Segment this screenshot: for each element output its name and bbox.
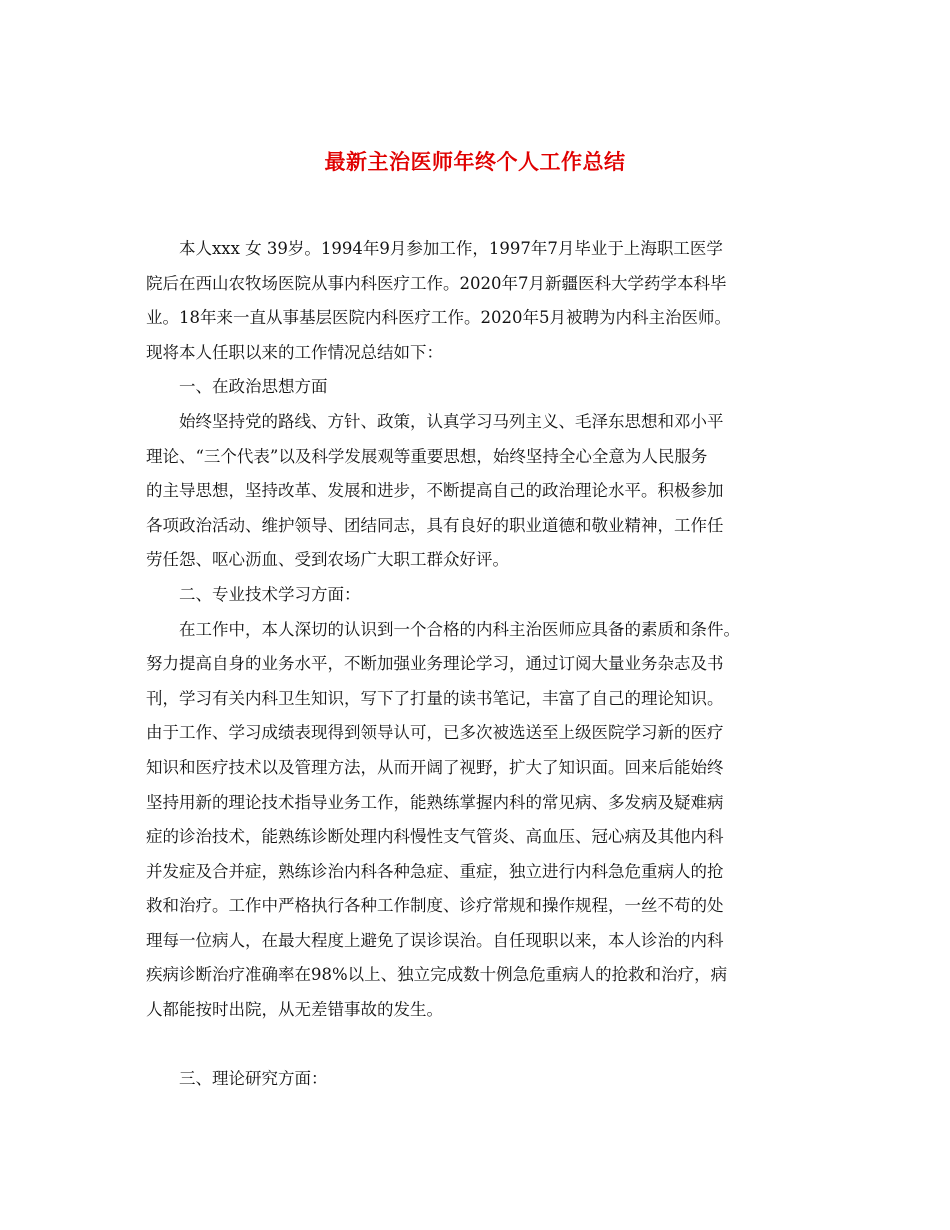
text-line: 劳任怨、呕心沥血、受到农场广大职工群众好评。 (146, 550, 509, 570)
text-line: 的主导思想，坚持改革、发展和进步，不断提高自己的政治理论水平。积极参加 (146, 481, 724, 501)
text-line: 三、理论研究方面： (179, 1069, 328, 1089)
text-line: 业。18年来一直从事基层医院内科医疗工作。2020年5月被聘为内科主治医师。 (146, 308, 731, 328)
text-line: 各项政治活动、维护领导、团结同志，具有良好的职业道德和敬业精神，工作任 (146, 515, 724, 535)
text-line: 刊，学习有关内科卫生知识，写下了打量的读书笔记，丰富了自己的理论知识。 (146, 688, 724, 708)
text-line: 院后在西山农牧场医院从事内科医疗工作。2020年7月新疆医科大学药学本科毕 (146, 273, 727, 293)
text-line (146, 1028, 806, 1063)
document-body (146, 232, 806, 1097)
document-title: 最新主治医师年终个人工作总结 (324, 149, 626, 174)
text-line: 在工作中，本人深切的认识到一个合格的内科主治医师应具备的素质和条件。 (179, 619, 740, 639)
text-line: 理每一位病人，在最大程度上避免了误诊误治。自任现职以来，本人诊治的内科 (146, 930, 724, 950)
text-line: 二、专业技术学习方面： (179, 584, 361, 604)
text-line: 由于工作、学习成绩表现得到领导认可，已多次被选送至上级医院学习新的医疗 (146, 723, 724, 743)
text-line: 并发症及合并症，熟练诊治内科各种急症、重症，独立进行内科急危重病人的抢 (146, 861, 724, 881)
text-line: 理论、“三个代表”以及科学发展观等重要思想，始终坚持全心全意为人民服务 (146, 446, 708, 466)
text-line: 人都能按时出院，从无差错事故的发生。 (146, 1000, 443, 1020)
text-line: 本人xxx 女 39岁。1994年9月参加工作，1997年7月毕业于上海职工医学 (179, 239, 723, 258)
text-line: 努力提高自身的业务水平，不断加强业务理论学习，通过订阅大量业务杂志及书 (146, 654, 724, 674)
text-line: 症的诊治技术，能熟练诊断处理内科慢性支气管炎、高血压、冠心病及其他内科 (146, 827, 724, 847)
text-line: 现将本人任职以来的工作情况总结如下： (146, 342, 443, 362)
text-line: 疾病诊断治疗准确率在98%以上、独立完成数十例急危重病人的抢救和治疗，病 (146, 965, 728, 985)
text-line: 知识和医疗技术以及管理方法，从而开阔了视野，扩大了知识面。回来后能始终 (146, 757, 724, 777)
text-line: 一、在政治思想方面 (179, 377, 328, 397)
text-line: 始终坚持党的路线、方针、政策，认真学习马列主义、毛泽东思想和邓小平 (179, 411, 724, 431)
text-line: 坚持用新的理论技术指导业务工作，能熟练掌握内科的常见病、多发病及疑难病 (146, 792, 724, 812)
text-line: 救和治疗。工作中严格执行各种工作制度、诊疗常规和操作规程，一丝不苟的处 (146, 896, 724, 916)
